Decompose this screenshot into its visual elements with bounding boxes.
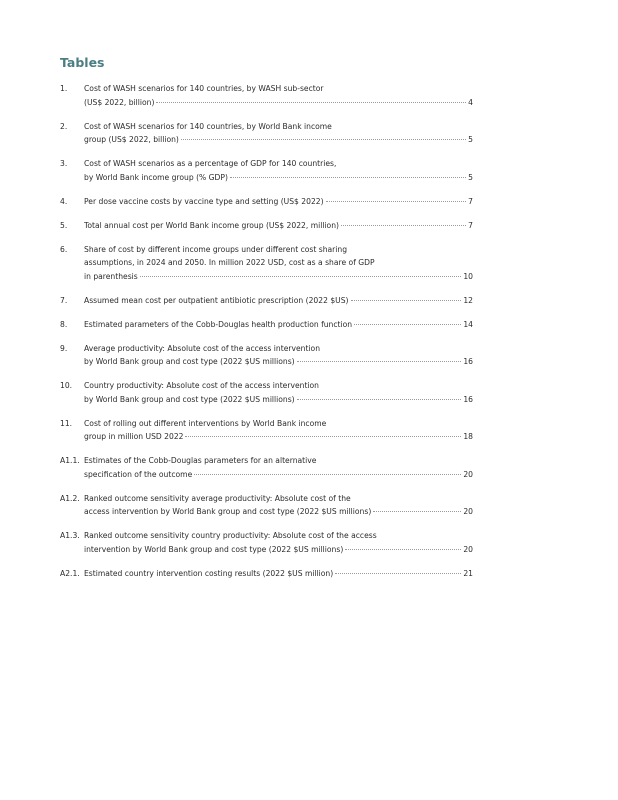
entry-title-line: Cost of WASH scenarios for 140 countries, by World Bank income bbox=[84, 121, 332, 131]
entry-title-line: by World Bank group and cost type (2022 $US millions) bbox=[84, 394, 295, 404]
dot-leader bbox=[351, 300, 462, 301]
entry-number: 11. bbox=[60, 418, 73, 428]
entry-title-line: Share of cost by different income groups under different cost sharing bbox=[84, 244, 348, 254]
dot-leader bbox=[345, 549, 461, 550]
page-number: 7 bbox=[468, 220, 473, 230]
dot-leader bbox=[140, 276, 462, 277]
entry-title-line: assumptions, in 2024 and 2050. In million 2022 USD, cost as a share of GDP bbox=[84, 258, 375, 267]
entry-title bbox=[84, 417, 473, 444]
toc-entry[interactable] bbox=[60, 492, 473, 519]
toc-entry[interactable] bbox=[60, 342, 473, 369]
toc-entry[interactable] bbox=[60, 195, 473, 209]
entry-title-line: Country productivity: Absolute cost of the access intervention bbox=[84, 381, 319, 390]
dot-leader bbox=[373, 511, 461, 512]
toc-entry[interactable] bbox=[60, 454, 473, 481]
toc-entry[interactable] bbox=[60, 82, 473, 109]
toc-entry[interactable] bbox=[60, 567, 473, 581]
entry-title bbox=[84, 454, 473, 481]
table-list bbox=[60, 82, 473, 591]
dot-leader bbox=[230, 177, 466, 178]
dot-leader bbox=[341, 225, 466, 226]
dot-leader bbox=[354, 324, 461, 325]
toc-entry[interactable] bbox=[60, 219, 473, 233]
entry-title bbox=[84, 157, 473, 184]
page-number: 18 bbox=[463, 432, 473, 441]
page-number: 16 bbox=[463, 357, 473, 366]
entry-title-line: Cost of WASH scenarios for 140 countries, by WASH sub-sector bbox=[84, 84, 324, 93]
entry-number: 4. bbox=[60, 196, 68, 206]
entry-title-line: Cost of WASH scenarios as a percentage of GDP for 140 countries, bbox=[84, 159, 337, 168]
toc-entry[interactable] bbox=[60, 294, 473, 308]
entry-title bbox=[84, 120, 473, 147]
toc-entry[interactable] bbox=[60, 529, 473, 556]
dot-leader bbox=[335, 573, 461, 574]
entry-title-line: Estimates of the Cobb-Douglas parameters for an alternative bbox=[84, 456, 317, 465]
dot-leader bbox=[297, 361, 462, 362]
entry-title bbox=[84, 82, 473, 109]
entry-title bbox=[84, 342, 473, 369]
entry-title bbox=[84, 492, 473, 519]
toc-entry[interactable] bbox=[60, 417, 473, 444]
entry-title-line: Total annual cost per World Bank income group (US$ 2022, million) bbox=[84, 220, 339, 230]
page-title: Tables bbox=[60, 55, 105, 70]
entry-number: 7. bbox=[60, 295, 68, 305]
entry-title-line: Assumed mean cost per outpatient antibiotic prescription (2022 $US) bbox=[84, 295, 349, 305]
dot-leader bbox=[297, 399, 462, 400]
entry-number: A1.1. bbox=[60, 456, 80, 465]
entry-number: A2.1. bbox=[60, 568, 80, 578]
entry-title-line: (US$ 2022, billion) bbox=[84, 97, 155, 107]
entry-title bbox=[84, 243, 473, 284]
page-number: 12 bbox=[463, 295, 473, 305]
entry-title-line: Ranked outcome sensitivity average productivity: Absolute cost of the bbox=[84, 493, 351, 503]
dot-leader bbox=[326, 201, 467, 202]
entry-number: 5. bbox=[60, 220, 68, 230]
entry-title-line: Estimated country intervention costing results (2022 $US million) bbox=[84, 568, 334, 578]
dot-leader bbox=[156, 102, 466, 103]
dot-leader bbox=[194, 474, 461, 475]
entry-number: A1.2. bbox=[60, 493, 80, 503]
page-number: 20 bbox=[463, 544, 473, 554]
entry-number: 6. bbox=[60, 244, 68, 254]
entry-title-line: specification of the outcome bbox=[84, 469, 193, 479]
entry-title-line: group in million USD 2022 bbox=[84, 432, 184, 441]
entry-title bbox=[84, 195, 473, 209]
entry-title-line: by World Bank group and cost type (2022 $US millions) bbox=[84, 357, 295, 366]
entry-title-line: Per dose vaccine costs by vaccine type and setting (US$ 2022) bbox=[84, 196, 324, 206]
entry-title bbox=[84, 318, 473, 332]
toc-entry[interactable] bbox=[60, 379, 473, 406]
entry-title-line: by World Bank income group (% GDP) bbox=[84, 172, 228, 182]
entry-title-line: in parenthesis bbox=[84, 271, 138, 281]
dot-leader bbox=[185, 436, 461, 437]
page-number: 16 bbox=[463, 394, 473, 404]
entry-number: A1.3. bbox=[60, 531, 80, 540]
entry-title-line: Ranked outcome sensitivity country productivity: Absolute cost of the access bbox=[84, 531, 377, 540]
toc-entry[interactable] bbox=[60, 243, 473, 284]
toc-entry[interactable] bbox=[60, 157, 473, 184]
entry-number: 10. bbox=[60, 381, 73, 390]
page-number: 5 bbox=[468, 135, 473, 144]
entry-number: 1. bbox=[60, 84, 68, 93]
entry-title-line: Average productivity: Absolute cost of the access intervention bbox=[84, 343, 321, 353]
page-number: 20 bbox=[463, 507, 473, 516]
entry-number: 2. bbox=[60, 121, 68, 131]
toc-entry[interactable] bbox=[60, 120, 473, 147]
entry-title-line: intervention by World Bank group and cost type (2022 $US millions) bbox=[84, 544, 344, 554]
dot-leader bbox=[181, 139, 466, 140]
entry-title bbox=[84, 219, 473, 233]
page-number: 5 bbox=[468, 172, 473, 182]
entry-title bbox=[84, 294, 473, 308]
page-number: 20 bbox=[463, 469, 473, 479]
entry-title-line: Estimated parameters of the Cobb-Douglas health production function bbox=[84, 319, 353, 329]
entry-number: 9. bbox=[60, 343, 68, 353]
entry-number: 3. bbox=[60, 159, 68, 168]
entry-title bbox=[84, 567, 473, 581]
entry-title-line: group (US$ 2022, billion) bbox=[84, 135, 179, 144]
page-number: 4 bbox=[468, 97, 473, 107]
entry-title-line: access intervention by World Bank group and cost type (2022 $US millions) bbox=[84, 507, 372, 516]
page-number: 10 bbox=[463, 271, 473, 281]
page-number: 7 bbox=[468, 196, 473, 206]
page-number: 21 bbox=[463, 568, 473, 578]
page-number: 14 bbox=[463, 319, 473, 329]
entry-number: 8. bbox=[60, 319, 68, 329]
entry-title bbox=[84, 379, 473, 406]
toc-entry[interactable] bbox=[60, 318, 473, 332]
entry-title bbox=[84, 529, 473, 556]
entry-title-line: Cost of rolling out different interventions by World Bank income bbox=[84, 418, 327, 428]
